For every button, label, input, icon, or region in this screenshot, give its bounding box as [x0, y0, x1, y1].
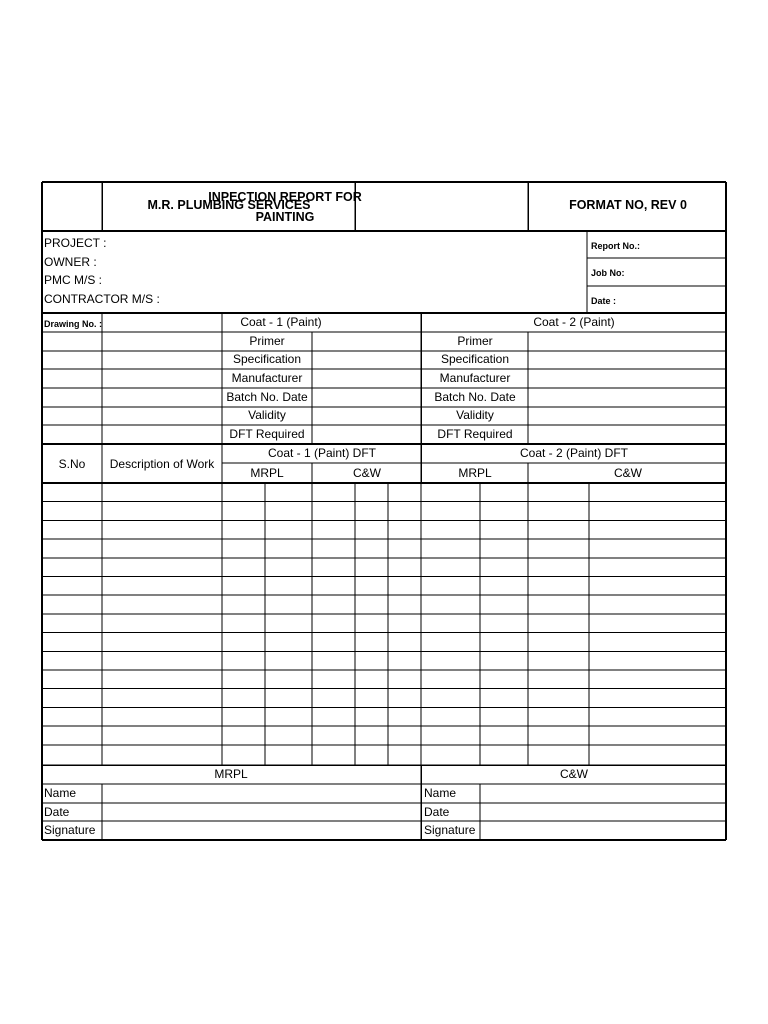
- cw-signature-label: Signature: [424, 823, 476, 837]
- description-header: Description of Work: [109, 457, 215, 471]
- mrpl-name-label: Name: [44, 786, 77, 800]
- coat2-mrpl-header: MRPL: [458, 466, 492, 480]
- contractor-label: CONTRACTOR M/S :: [44, 292, 160, 306]
- pmc-label: PMC M/S :: [44, 273, 103, 287]
- coat1-cw-header: C&W: [353, 466, 381, 480]
- format-number: FORMAT NO, REV 0: [569, 198, 687, 212]
- coat2-field-batch-date: Batch No. Date: [434, 390, 516, 404]
- coat2-title: Coat - 2 (Paint): [533, 315, 615, 329]
- coat1-field-primer: Primer: [249, 334, 285, 348]
- coat1-field-manufacturer: Manufacturer: [231, 371, 303, 385]
- coat2-field-validity: Validity: [456, 408, 494, 422]
- coat1-field-validity: Validity: [248, 408, 286, 422]
- coat2-field-specification: Specification: [440, 352, 510, 366]
- mrpl-date-label: Date: [44, 805, 70, 819]
- date-label: Date :: [591, 296, 617, 306]
- coat2-field-dft-required: DFT Required: [437, 427, 513, 441]
- inspection-report-form: [41, 181, 727, 841]
- report-title: INPECTION REPORT FOR PAINTING: [208, 190, 362, 224]
- job-no-label: Job No:: [591, 268, 625, 278]
- coat2-dft-header: Coat - 2 (Paint) DFT: [519, 446, 629, 460]
- owner-label: OWNER :: [44, 255, 97, 269]
- coat1-mrpl-header: MRPL: [250, 466, 284, 480]
- coat2-cw-header: C&W: [614, 466, 642, 480]
- coat1-field-batch-date: Batch No. Date: [226, 390, 308, 404]
- signoff-mrpl-header: MRPL: [214, 767, 248, 781]
- coat2-field-manufacturer: Manufacturer: [439, 371, 511, 385]
- company-name: M.R. PLUMBING SERVICES: [147, 198, 311, 212]
- cw-name-label: Name: [424, 786, 457, 800]
- report-no-label: Report No.:: [591, 241, 640, 251]
- coat1-field-dft-required: DFT Required: [229, 427, 305, 441]
- cw-date-label: Date: [424, 805, 450, 819]
- mrpl-signature-label: Signature: [44, 823, 96, 837]
- form-grid-lines: [41, 181, 727, 841]
- sno-header: S.No: [58, 457, 86, 471]
- coat1-field-specification: Specification: [232, 352, 302, 366]
- project-label: PROJECT :: [44, 236, 107, 250]
- coat1-title: Coat - 1 (Paint): [240, 315, 322, 329]
- coat1-dft-header: Coat - 1 (Paint) DFT: [267, 446, 377, 460]
- coat2-field-primer: Primer: [457, 334, 493, 348]
- signoff-cw-header: C&W: [560, 767, 588, 781]
- drawing-no-label: Drawing No. :: [44, 319, 102, 329]
